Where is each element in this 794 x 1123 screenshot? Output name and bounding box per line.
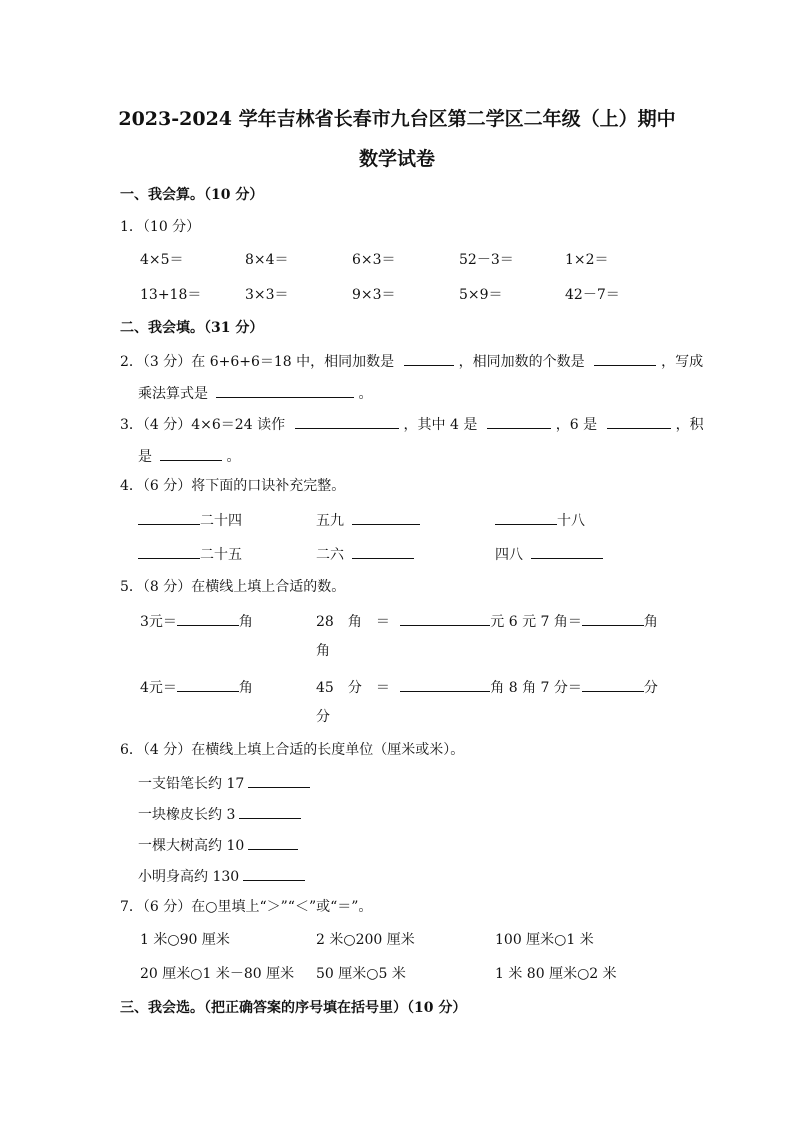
mnemonic-item: 五九 <box>316 510 420 530</box>
q3-text-d: ，积 <box>675 417 704 433</box>
compare-item[interactable]: 100 厘米○1 米 <box>495 932 594 948</box>
answer-blank[interactable] <box>177 677 239 692</box>
mnemonic-item: 二六 <box>316 544 414 564</box>
calc-item: 1×2＝ <box>565 252 609 268</box>
calc-item: 9×3＝ <box>352 287 396 303</box>
compare-item[interactable]: 2 米○200 厘米 <box>316 932 415 948</box>
answer-blank[interactable] <box>138 544 200 559</box>
q2-text-a: 2．（3 分）在 6+6+6＝18 中，相同加数是 <box>120 354 395 370</box>
q3-text-b: ，其中 4 是 <box>403 417 478 433</box>
question-1-head: 1．（10 分） <box>120 219 201 235</box>
calc-item: 52－3＝ <box>459 252 514 268</box>
conversion-item: 45 分 ＝ 角 8 角 7 分＝ 分 <box>316 677 658 697</box>
question-5-head: 5．（8 分）在横线上填上合适的数。 <box>120 579 346 595</box>
q2-text-d: 乘法算式是 <box>138 386 208 402</box>
answer-blank[interactable] <box>495 510 557 525</box>
q2-text-e: 。 <box>358 386 373 402</box>
q3-text-e: 是 <box>138 449 152 465</box>
section-heading-2: 二、我会填。（31 分） <box>120 320 264 336</box>
answer-blank[interactable] <box>582 677 644 692</box>
answer-blank[interactable] <box>138 510 200 525</box>
answer-blank[interactable] <box>400 611 490 626</box>
q3-text-f: 。 <box>226 449 241 465</box>
answer-blank[interactable] <box>582 611 644 626</box>
question-2-line1 <box>120 351 703 371</box>
exam-title-line1: 2023-2024 学年吉林省长春市九台区第二学区二年级（上）期中 <box>118 108 676 130</box>
answer-blank[interactable] <box>607 414 671 429</box>
calc-item: 5×9＝ <box>459 287 503 303</box>
conversion-wrap-unit: 角 <box>316 643 330 659</box>
q2-text-b: ，相同加数的个数是 <box>458 354 585 370</box>
calc-item: 3×3＝ <box>245 287 289 303</box>
length-item: 一块橡皮长约 3 <box>138 804 301 824</box>
answer-blank[interactable] <box>248 773 310 788</box>
q2-text-c: ，写成 <box>661 354 704 370</box>
calc-item: 8×4＝ <box>245 252 289 268</box>
calc-item: 4×5＝ <box>140 252 184 268</box>
conversion-item: 4元＝ 角 <box>140 677 253 697</box>
length-item: 一支铅笔长约 17 <box>138 773 310 793</box>
conversion-item: 28 角 ＝ 元 6 元 7 角＝ 角 <box>316 611 658 631</box>
q3-text-c: ，6 是 <box>555 417 598 433</box>
compare-item[interactable]: 20 厘米○1 米－80 厘米 <box>140 966 295 982</box>
question-2-line2 <box>138 383 372 403</box>
question-4-head: 4．（6 分）将下面的口诀补充完整。 <box>120 478 346 494</box>
answer-blank[interactable] <box>177 611 239 626</box>
answer-blank[interactable] <box>352 510 420 525</box>
calc-item: 13+18＝ <box>140 287 202 303</box>
answer-blank[interactable] <box>487 414 551 429</box>
mnemonic-item: 二十五 <box>138 544 242 564</box>
answer-blank[interactable] <box>352 544 414 559</box>
answer-blank[interactable] <box>531 544 603 559</box>
compare-item[interactable]: 1 米○90 厘米 <box>140 932 230 948</box>
section-heading-1: 一、我会算。（10 分） <box>120 187 264 203</box>
question-6-head: 6．（4 分）在横线上填上合适的长度单位（厘米或米）。 <box>120 742 465 758</box>
exam-title-line2: 数学试卷 <box>358 148 435 170</box>
question-3-line2 <box>138 446 240 466</box>
mnemonic-item: 十八 <box>495 510 585 530</box>
question-7-head: 7．（6 分）在○里填上“＞”“＜”或“＝”。 <box>120 899 373 915</box>
calc-item: 6×3＝ <box>352 252 396 268</box>
answer-blank[interactable] <box>216 383 354 398</box>
answer-blank[interactable] <box>400 677 490 692</box>
length-item: 一棵大树高约 10 <box>138 835 298 855</box>
answer-blank[interactable] <box>248 835 298 850</box>
mnemonic-item: 二十四 <box>138 510 242 530</box>
answer-blank[interactable] <box>243 866 305 881</box>
conversion-item: 3元＝ 角 <box>140 611 253 631</box>
section-heading-3: 三、我会选。（把正确答案的序号填在括号里）（10 分） <box>120 1000 467 1016</box>
answer-blank[interactable] <box>160 446 222 461</box>
mnemonic-item: 四八 <box>495 544 603 564</box>
compare-item[interactable]: 1 米 80 厘米○2 米 <box>495 966 617 982</box>
question-3-line1 <box>120 414 704 434</box>
answer-blank[interactable] <box>239 804 301 819</box>
answer-blank[interactable] <box>594 351 656 366</box>
answer-blank[interactable] <box>404 351 454 366</box>
length-item: 小明身高约 130 <box>138 866 305 886</box>
compare-item[interactable]: 50 厘米○5 米 <box>316 966 406 982</box>
q3-text-a: 3．（4 分）4×6＝24 读作 <box>120 417 286 433</box>
calc-item: 42－7＝ <box>565 287 620 303</box>
answer-blank[interactable] <box>295 414 399 429</box>
conversion-wrap-unit: 分 <box>316 709 330 725</box>
